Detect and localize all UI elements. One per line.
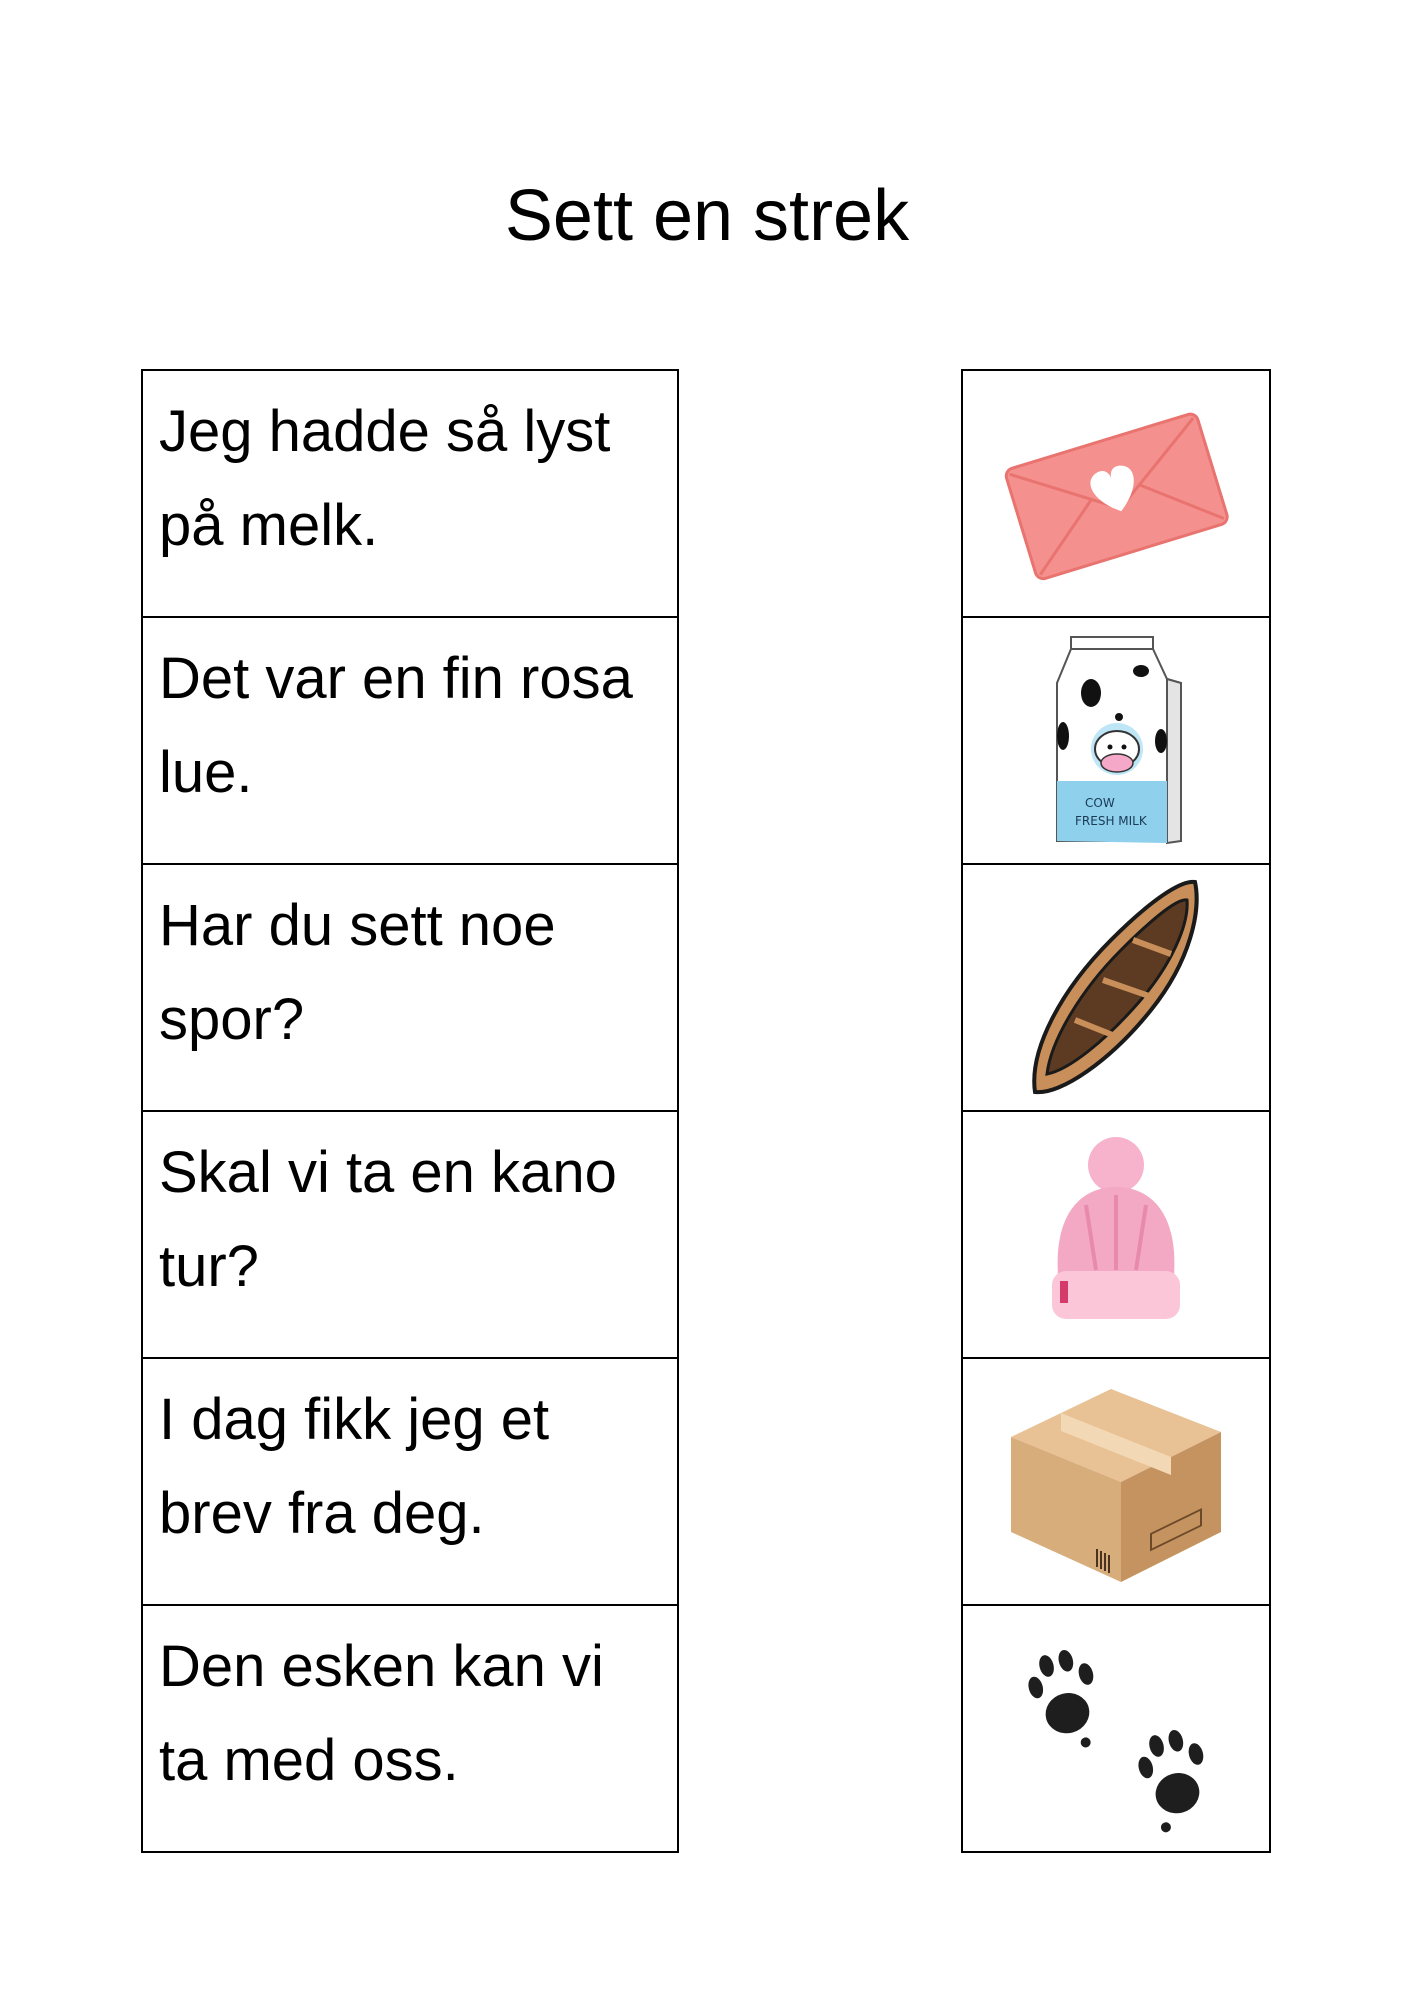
canoe-icon xyxy=(1021,870,1211,1105)
milk-label-line2: FRESH MILK xyxy=(1075,813,1147,828)
picture-cell xyxy=(963,1112,1269,1359)
picture-column xyxy=(961,369,1271,1853)
sentence-cell xyxy=(143,865,677,1112)
pink-beanie-icon xyxy=(1036,1135,1196,1335)
picture-cell xyxy=(963,1359,1269,1606)
page-title: Sett en strek xyxy=(504,176,910,256)
picture-cell xyxy=(963,865,1269,1112)
picture-cell xyxy=(963,618,1269,865)
sentence-text: Jeg hadde så lyst på melk. xyxy=(159,399,611,558)
picture-cell xyxy=(963,1606,1269,1852)
sentence-cell xyxy=(143,371,677,618)
sentence-column xyxy=(141,369,679,1853)
milk-carton-icon xyxy=(1041,631,1191,851)
sentence-cell xyxy=(143,1359,677,1606)
paw-prints-icon xyxy=(1001,1619,1231,1839)
sentence-text: Har du sett noe spor? xyxy=(159,893,556,1052)
sentence-text: Det var en fin rosa lue. xyxy=(159,646,633,805)
milk-label-line1: COW xyxy=(1085,795,1115,810)
envelope-heart-icon xyxy=(996,394,1236,594)
sentence-cell xyxy=(143,1112,677,1359)
sentence-cell xyxy=(143,618,677,865)
sentence-text: Den esken kan vi ta med oss. xyxy=(159,1634,604,1793)
cardboard-box-icon xyxy=(1001,1377,1231,1587)
sentence-text: I dag fikk jeg et brev fra deg. xyxy=(159,1387,550,1546)
picture-cell xyxy=(963,371,1269,618)
sentence-cell xyxy=(143,1606,677,1852)
sentence-text: Skal vi ta en kano tur? xyxy=(159,1140,617,1299)
